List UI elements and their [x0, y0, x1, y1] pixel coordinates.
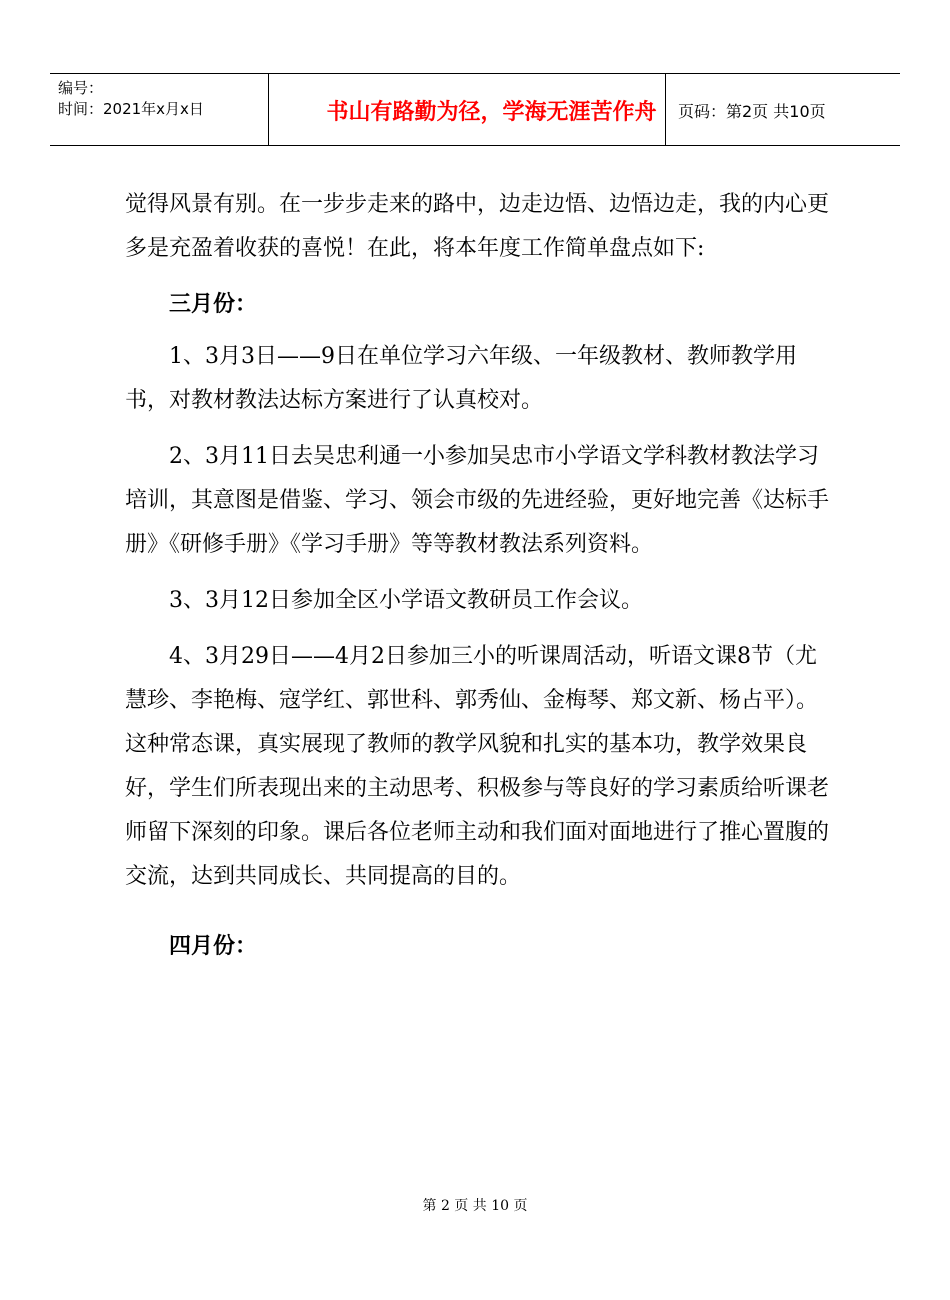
document-header — [50, 73, 900, 146]
body-paragraph: 3、3月12日参加全区小学语文教研员工作会议。 — [169, 588, 643, 613]
body-paragraph: 4、3月29日——4月2日参加三小的听课周活动，听语文课8节（尤慧珍、李艳梅、寇学红、郭世科、郭秀仙、金梅琴、郑文新、杨占平）。这种常态课，真实展现了教师的教学风貌和扎实的基本功，教学效果良好，学生们所表现出来的主动思考、积极参与等良好的学习素质给听课老师留下深刻的印象。课后各位老师主动和我们面对面地进行了推心置腹的交流，达到共同成长、共同提高的目的。 — [125, 644, 830, 889]
document-number-label: 编号： — [58, 79, 104, 97]
body-paragraph: 觉得风景有别。在一步步走来的路中，边走边悟、边悟边走，我的内心更多是充盈着收获的喜悦！在此，将本年度工作简单盘点如下: — [125, 192, 830, 261]
document-body — [125, 183, 830, 977]
body-paragraph: 1、3月3日——9日在单位学习六年级、一年级教材、教师教学用书，对教材教法达标方案进行了认真校对。 — [125, 344, 797, 413]
header-page-number: 页码：第2页 共10页 — [678, 101, 826, 121]
body-paragraph: 2、3月11日去吴忠利通一小参加吴忠市小学语文学科教材教法学习培训，其意图是借鉴、学习、领会市级的先进经验，更好地完善《达标手册》《研修手册》《学习手册》等等教材教法系列资料。 — [125, 444, 830, 557]
document-date-label: 时间：2021年x月x日 — [58, 100, 204, 118]
header-meta — [58, 78, 204, 120]
page-footer: 第 2 页 共 10 页 — [422, 1198, 528, 1214]
header-divider-right — [665, 74, 666, 146]
section-heading-march: 三月份： — [169, 292, 258, 317]
section-heading-april: 四月份： — [169, 934, 258, 959]
header-motto: 书山有路勤为径，学海无涯苦作舟 — [326, 99, 657, 125]
